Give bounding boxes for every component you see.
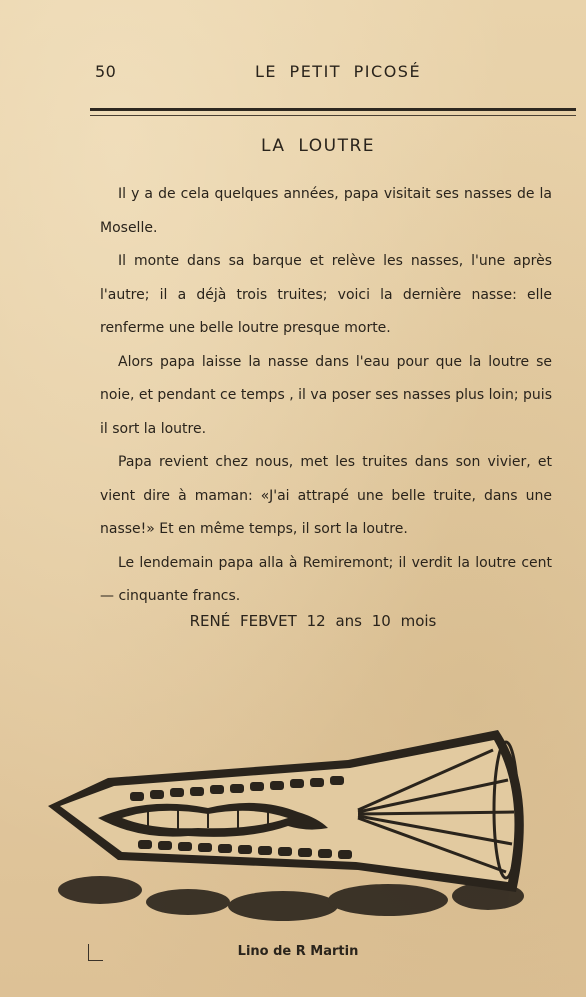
page-number: 50 [95, 62, 117, 81]
author-signature: RENÉ FEBVET 12 ans 10 mois [189, 612, 437, 630]
paragraph: Il monte dans sa barque et relève les nasses, l'une après l'autre; il a déjà trois truites; voici la dernière nasse: elle renferme une belle loutre presque morte. [100, 253, 552, 336]
header-rule-thin [90, 115, 576, 116]
page-header [0, 58, 586, 88]
paragraph: Il y a de cela quelques années, papa visitait ses nasses de la Moselle. [100, 186, 552, 236]
header-rule-thick [90, 108, 576, 111]
paragraph: Le lendemain papa alla à Remiremont; il verdit la loutre cent — cinquante francs. [100, 554, 552, 604]
story-body [100, 178, 552, 614]
paragraph: Papa revient chez nous, met les truites dans son vivier, et vient dire à maman: «J'ai attrapé une belle truite, dans une nasse!» Et en même temps, il sort la loutre. [100, 454, 552, 537]
paragraph: Alors papa laisse la nasse dans l'eau pour que la loutre se noie, et pendant ce temps , il va poser ses nasses plus loin; puis il sort la loutre. [100, 353, 552, 437]
journal-title: LE PETIT PICOSÉ [254, 62, 422, 81]
story-title: LA LOUTRE [260, 136, 376, 156]
illustration-caption: Lino de R Martin [237, 944, 359, 959]
otter-trap-linocut-image [38, 700, 548, 940]
